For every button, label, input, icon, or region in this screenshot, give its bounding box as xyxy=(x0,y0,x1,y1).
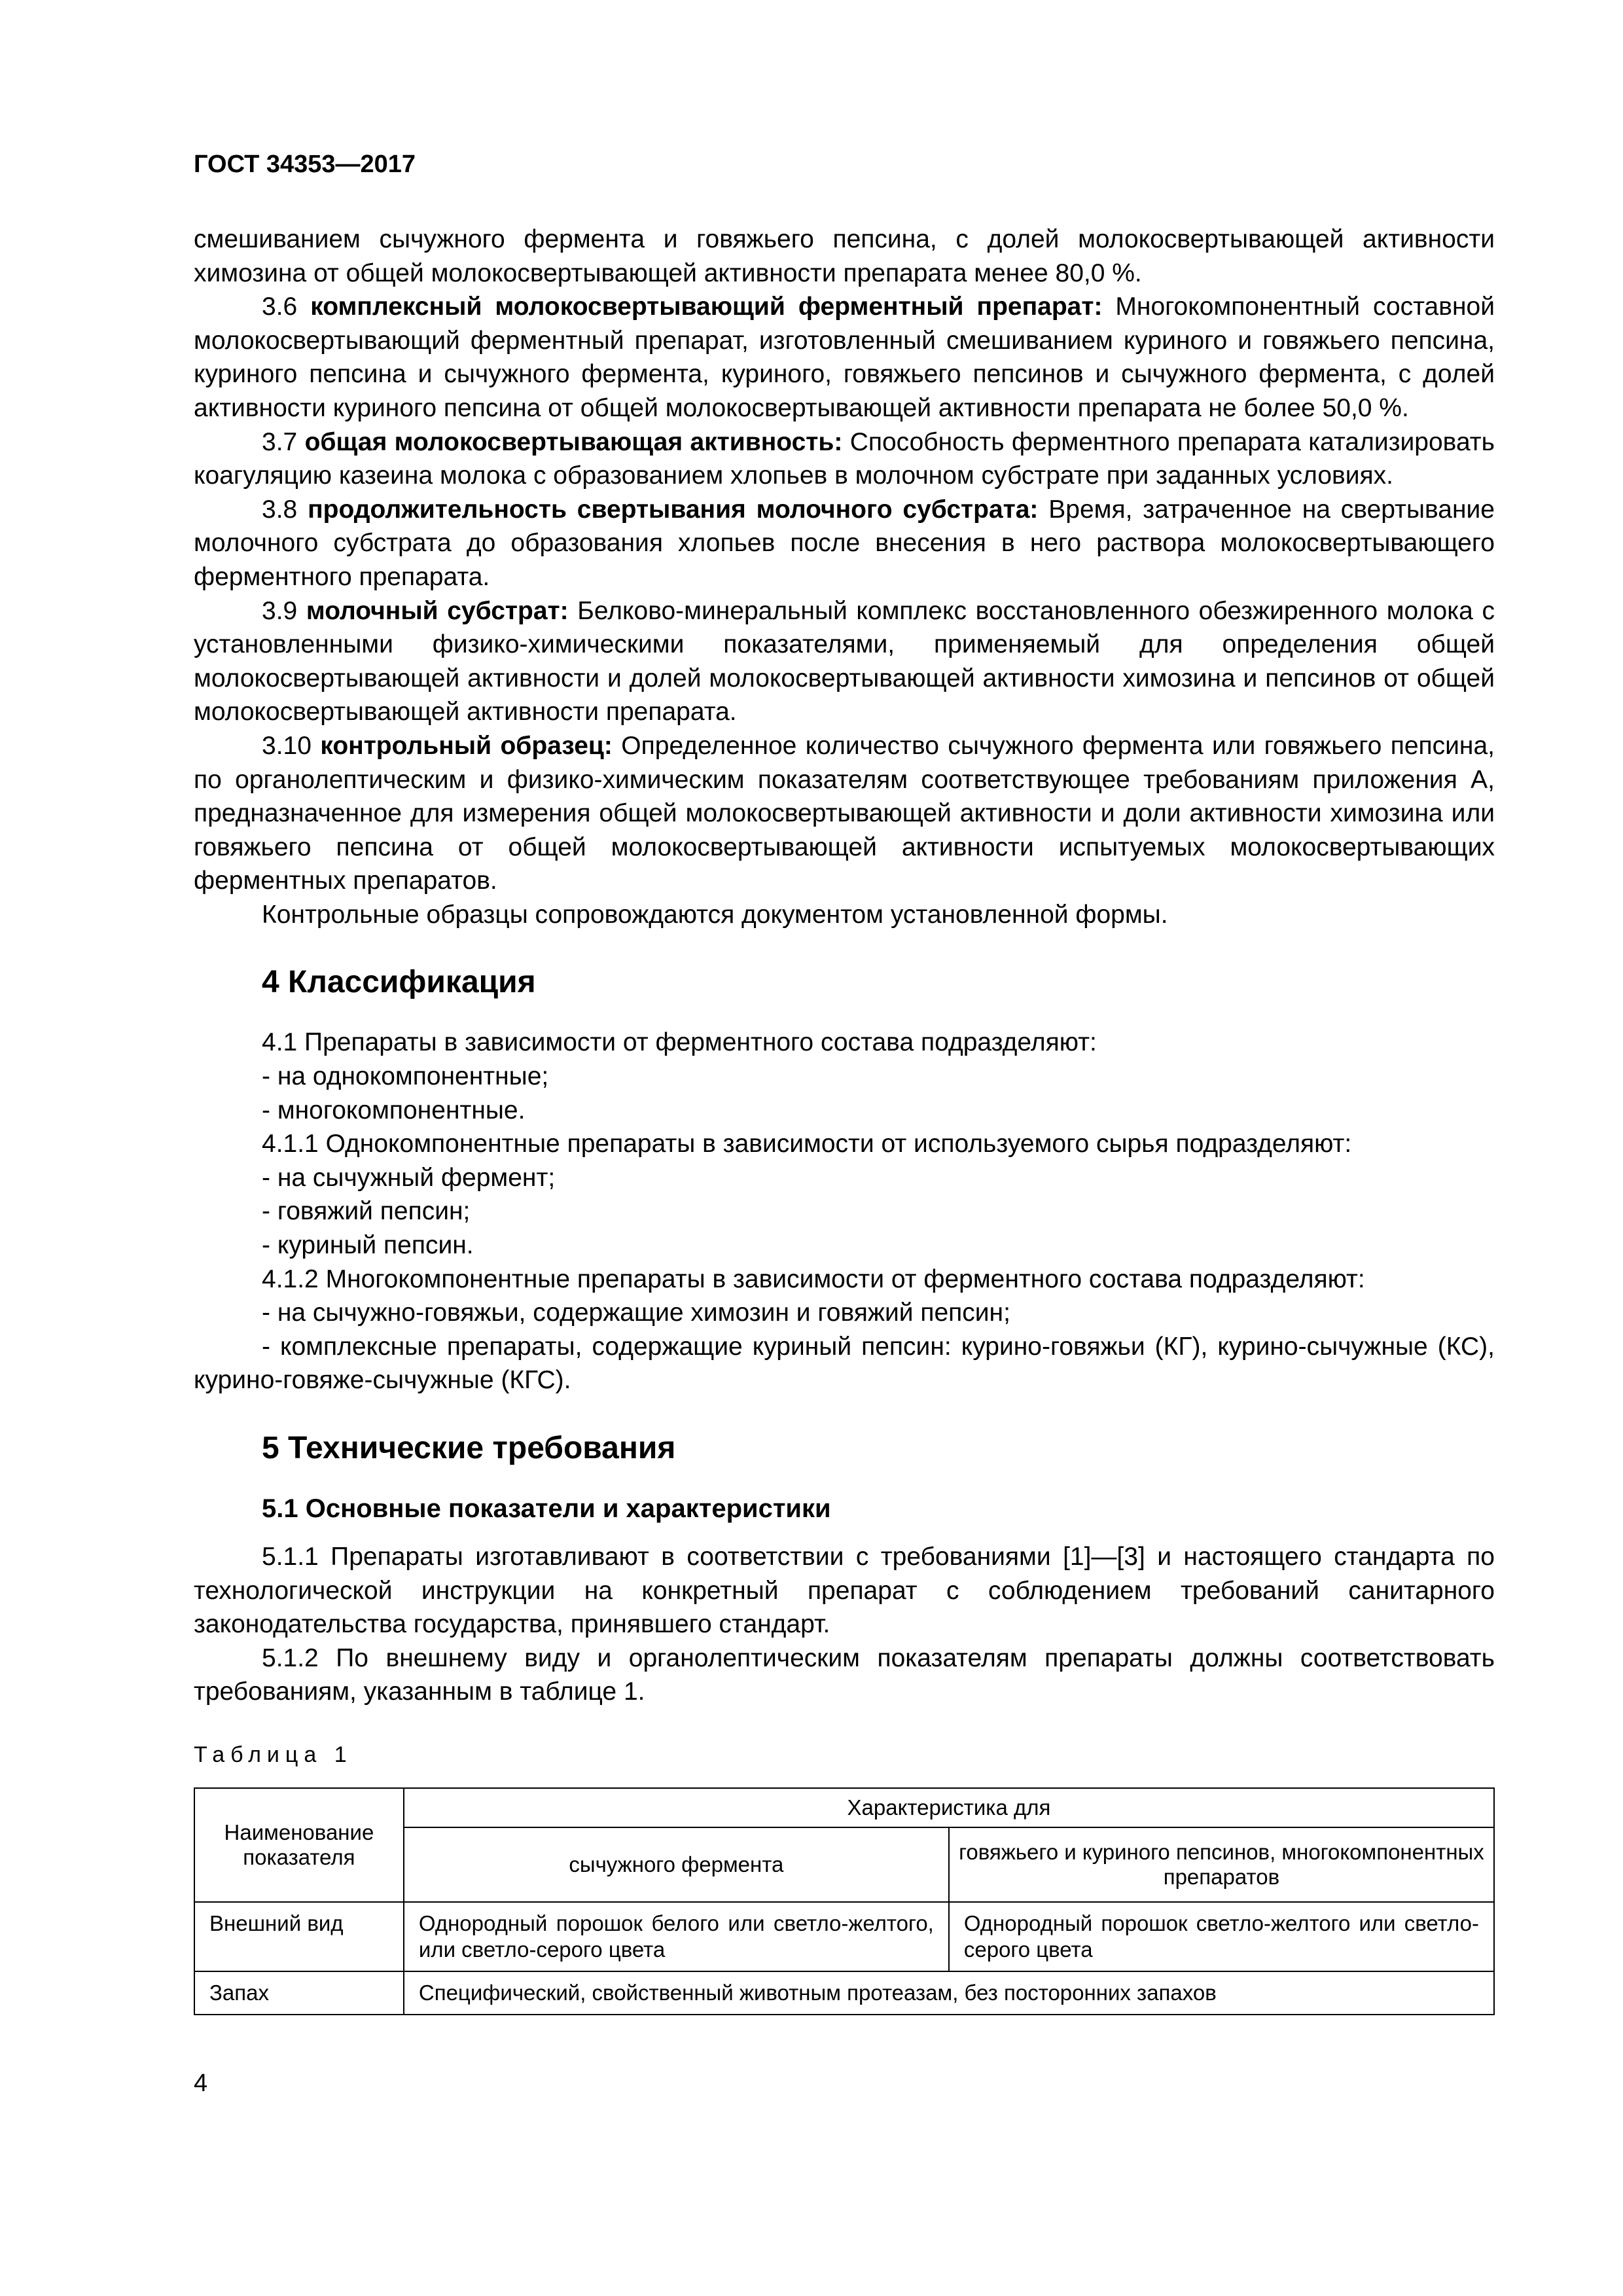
definition: Определенное количество сычужного фермента или говяжьего пепсина, по органолептическим и физико-химическим показателям соответствующее требованиям приложения А, предназначенное для измерения общей молокосвертывающей активности и доли активности химозина или говяжьего пепсина от общей молокосвертывающей активности испытуемых молокосвертывающих ферментных препаратов. xyxy=(194,731,1495,895)
term: молочный субстрат: xyxy=(306,596,569,625)
section-5-title: 5 Технические требования xyxy=(262,1431,676,1465)
term: комплексный молокосвертывающий ферментный препарат: xyxy=(310,293,1103,321)
header-characteristic-group: Характеристика для xyxy=(404,1788,1494,1827)
paragraph-4-1: 4.1 Препараты в зависимости от ферментного состава подразделяют: xyxy=(262,1028,1097,1057)
row-name: Внешний вид xyxy=(194,1902,404,1971)
paragraph-4-1-1: 4.1.1 Однокомпонентные препараты в зависимости от используемого сырья подразделяют: xyxy=(262,1130,1352,1158)
page-content xyxy=(194,223,1495,2015)
clause-number: 3.8 xyxy=(262,495,308,524)
row-value-merged: Специфический, свойственный животным протеазам, без посторонних запахов xyxy=(404,1971,1494,2015)
paragraph-3-6 xyxy=(194,290,1495,425)
list-item-wrapped: - комплексные препараты, содержащие куриный пепсин: курино-говяжьи (КГ), курино-сычужные (КС), курино-говяже-сычужные (КГС). xyxy=(194,1332,1495,1395)
list-item: - на однокомпонентные; xyxy=(262,1062,549,1091)
paragraph-3-10 xyxy=(194,729,1495,898)
clause-number: 3.7 xyxy=(262,427,305,456)
standard-header: ГОСТ 34353—2017 xyxy=(194,151,416,178)
definition: Белково-минеральный комплекс восстановленного обезжиренного молока с установленными физико-химическими показателями, применяемый для определения общей молокосвертывающей активности и долей молокосвертывающей активности химозина и пепсинов от общей молокосвертывающей активности препарата. xyxy=(194,596,1495,726)
paragraph-5-1-2: 5.1.2 По внешнему виду и органолептическим показателям препараты должны соответствовать требованиям, указанным в таблице 1. xyxy=(194,1643,1495,1706)
clause-number: 3.10 xyxy=(262,731,321,760)
list-item: - на сычужный фермент; xyxy=(262,1163,556,1192)
header-rennet: сычужного фермента xyxy=(404,1827,949,1902)
list-item: - говяжий пепсин; xyxy=(262,1197,471,1226)
table-row xyxy=(194,1971,1494,2015)
paragraph-3-10-note: Контрольные образцы сопровождаются документом установленной формы. xyxy=(262,900,1168,929)
paragraph-4-1-2: 4.1.2 Многокомпонентные препараты в зависимости от ферментного состава подразделяют: xyxy=(262,1265,1365,1293)
header-indicator-name: Наименование показателя xyxy=(194,1788,404,1902)
term: продолжительность свертывания молочного субстрата: xyxy=(308,495,1039,524)
continued-paragraph: смешиванием сычужного фермента и говяжьего пепсина, с долей молокосвертывающей активности химозина от общей молокосвертывающей активности препарата менее 80,0 %. xyxy=(194,225,1495,287)
page-number: 4 xyxy=(194,2070,208,2097)
term: контрольный образец: xyxy=(320,731,613,760)
table-header-row xyxy=(194,1788,1494,1827)
definition: Способность ферментного препарата катализировать коагуляцию казеина молока с образованием хлопьев в молочном субстрате при заданных условиях. xyxy=(194,427,1495,490)
paragraph-5-1-1: 5.1.1 Препараты изготавливают в соответствии с требованиями [1]—[3] и настоящего стандарта по технологической инструкции на конкретный препарат с соблюдением требований санитарного законодательства государства, принявшего стандарт. xyxy=(194,1543,1495,1639)
requirements-table xyxy=(194,1787,1495,2015)
list-item: - куриный пепсин. xyxy=(262,1231,474,1260)
paragraph-3-9 xyxy=(194,594,1495,729)
header-pepsins: говяжьего и куриного пепсинов, многокомпонентных препаратов xyxy=(949,1827,1494,1902)
clause-number: 3.9 xyxy=(262,596,306,625)
row-value-rennet: Однородный порошок белого или светло-желтого, или светло-серого цвета xyxy=(404,1902,949,1971)
row-name: Запах xyxy=(194,1971,404,2015)
paragraph-3-7 xyxy=(194,425,1495,493)
list-item: - на сычужно-говяжьи, содержащие химозин и говяжий пепсин; xyxy=(262,1299,1010,1327)
table-caption: Таблица 1 xyxy=(194,1742,353,1767)
list-item: - многокомпонентные. xyxy=(262,1096,526,1124)
definition: Многокомпонентный составной молокосвертывающий ферментный препарат, изготовленный смешиванием куриного и говяжьего пепсина, куриного пепсина и сычужного фермента, куриного, говяжьего пепсинов и сычужного фермента, с долей активности куриного пепсина от общей молокосвертывающей активности препарата не более 50,0 %. xyxy=(194,293,1495,422)
row-value-pepsins: Однородный порошок светло-желтого или светло-серого цвета xyxy=(949,1902,1494,1971)
term: общая молокосвертывающая активность: xyxy=(304,427,843,456)
paragraph-3-8 xyxy=(194,493,1495,594)
section-4-title: 4 Классификация xyxy=(262,965,536,1000)
subsection-5-1-title: 5.1 Основные показатели и характеристики xyxy=(262,1494,831,1523)
clause-number: 3.6 xyxy=(262,293,311,321)
definition: Время, затраченное на свертывание молочного субстрата до образования хлопьев после внесения в него раствора молокосвертывающего ферментного препарата. xyxy=(194,495,1495,591)
table-row xyxy=(194,1902,1494,1971)
